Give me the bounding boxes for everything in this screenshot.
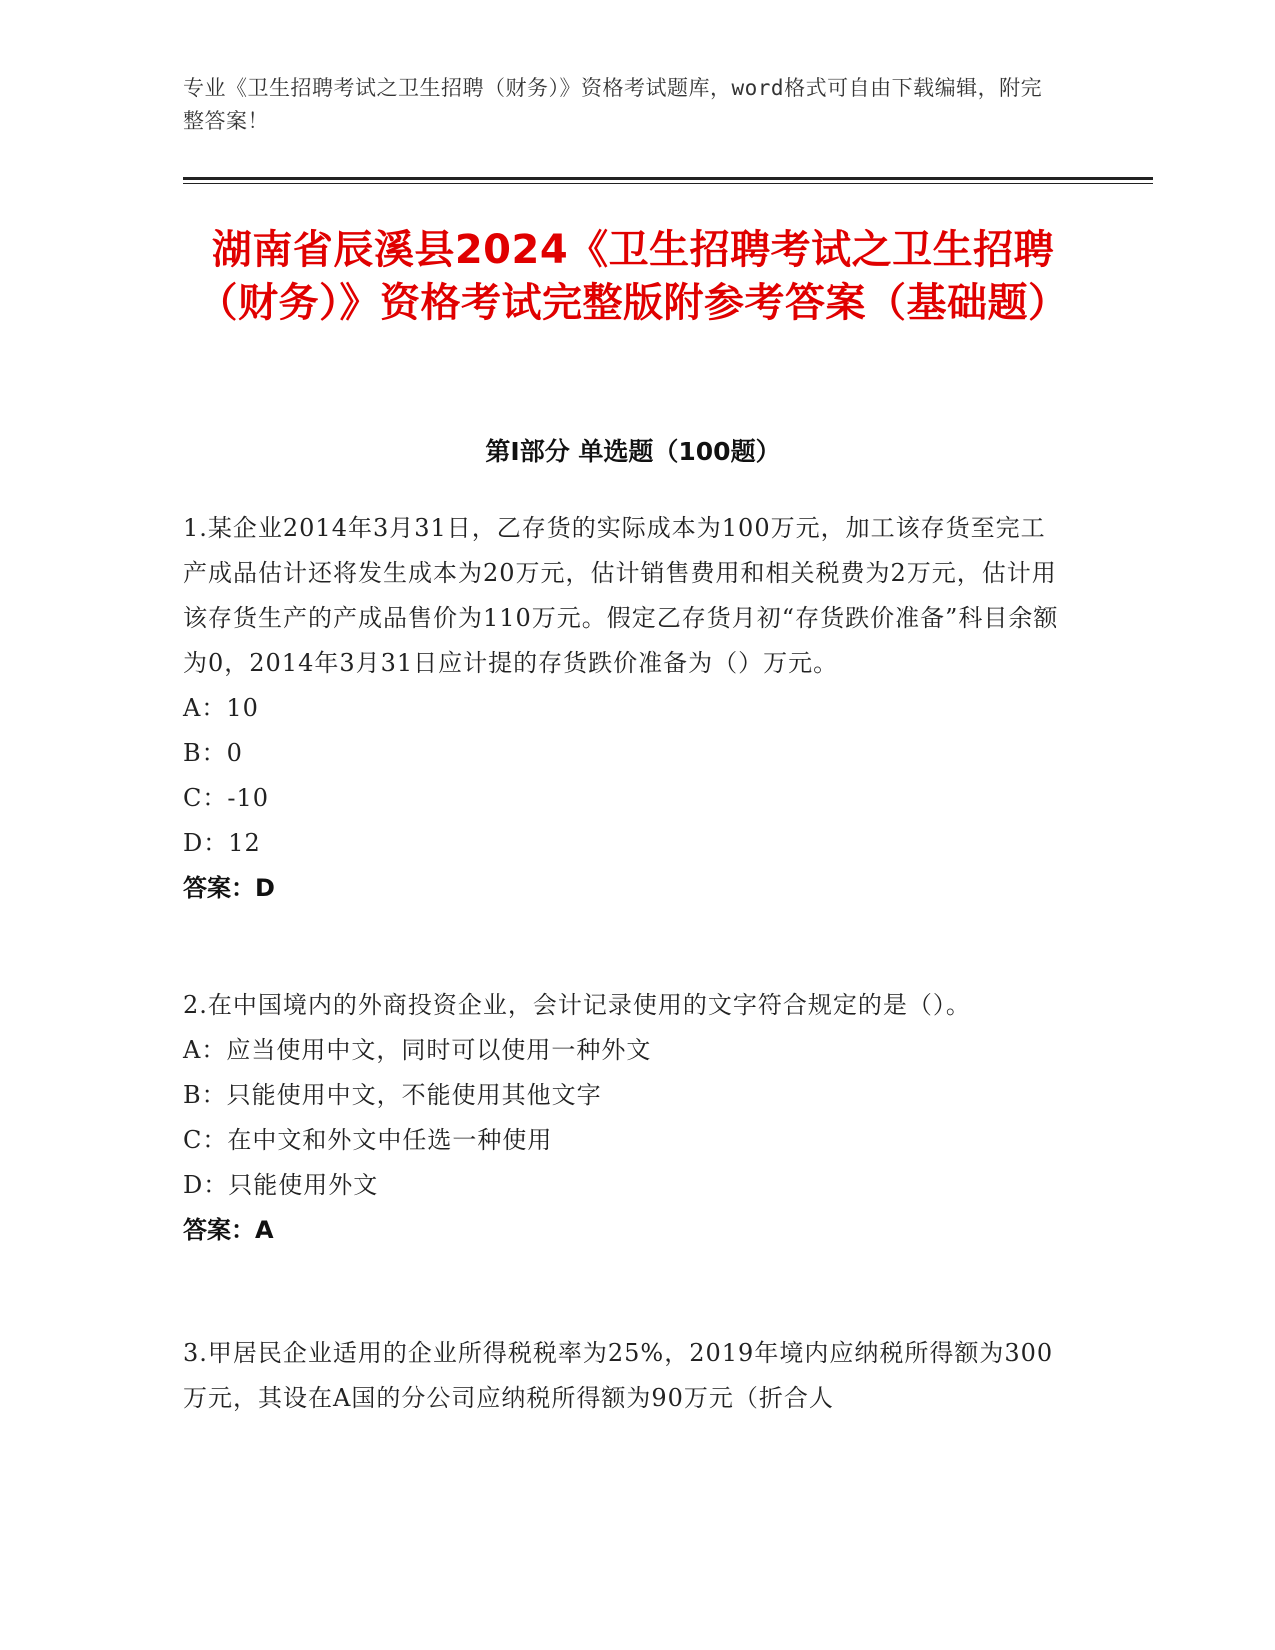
document-title: 湖南省辰溪县2024《卫生招聘考试之卫生招聘（财务）》资格考试完整版附参考答案（基础题） (197, 227, 1069, 326)
question-stem: 3.甲居民企业适用的企业所得税税率为25%，2019年境内应纳税所得额为300万元，其设在A国的分公司应纳税所得额为90万元（折合人 (183, 1339, 1054, 1412)
option-d: D：只能使用外文 (183, 1171, 379, 1199)
question-item (183, 1331, 1063, 1421)
header-note: 专业《卫生招聘考试之卫生招聘（财务）》资格考试题库，word格式可自由下载编辑，附完整答案！ (183, 76, 1043, 133)
answer-key: 答案：A (183, 1216, 274, 1244)
question-item (183, 983, 1063, 1253)
question-stem: 1.某企业2014年3月31日，乙存货的实际成本为100万元，加工该存货至完工产成品估计还将发生成本为20万元，估计销售费用和相关税费为2万元，估计用该存货生产的产成品售价为110万元。假定乙存货月初“存货跌价准备”科目余额为0，2014年3月31日应计提的存货跌价准备为（）万元。 (183, 514, 1059, 677)
question-stem: 2.在中国境内的外商投资企业，会计记录使用的文字符合规定的是（）。 (183, 991, 971, 1019)
option-c: C：在中文和外文中任选一种使用 (183, 1126, 553, 1154)
option-d: D：12 (183, 829, 261, 857)
option-b: B：0 (183, 739, 243, 767)
answer-key: 答案：D (183, 874, 275, 902)
header-divider-thin (183, 183, 1153, 184)
section-heading: 第I部分 单选题（100题） (485, 437, 781, 466)
option-a: A：应当使用中文，同时可以使用一种外文 (183, 1036, 652, 1064)
question-item (183, 506, 1063, 911)
option-c: C：-10 (183, 784, 270, 812)
option-b: B：只能使用中文，不能使用其他文字 (183, 1081, 602, 1109)
header-divider-thick (183, 177, 1153, 180)
option-a: A：10 (183, 694, 259, 722)
